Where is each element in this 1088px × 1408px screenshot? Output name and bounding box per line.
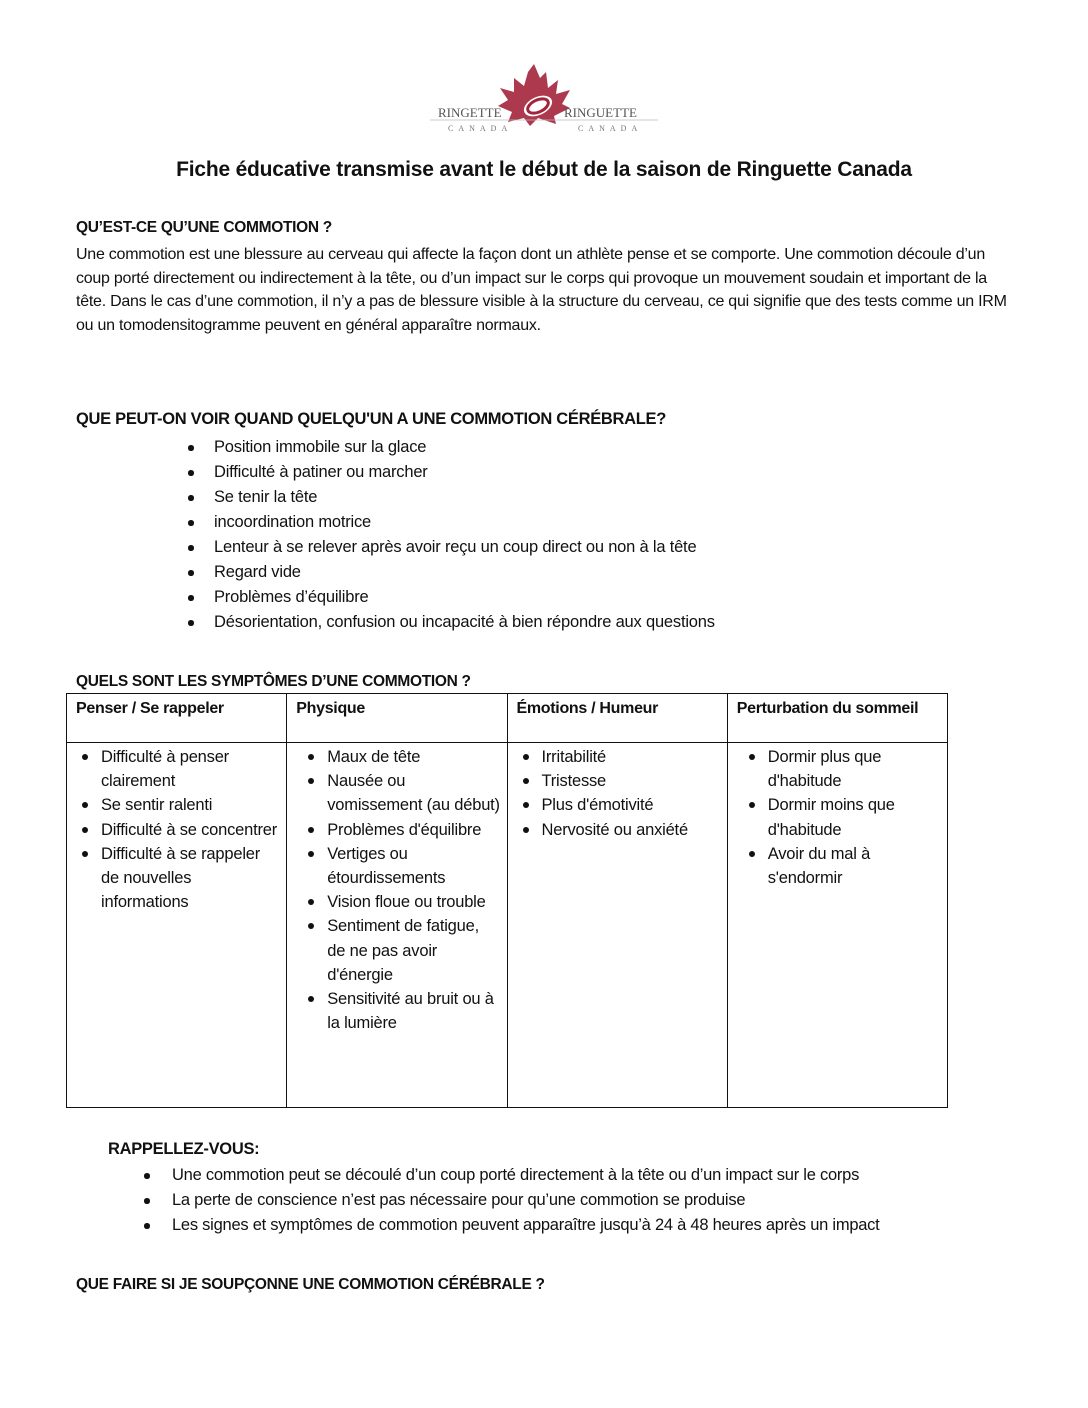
list-item: Tristesse: [518, 769, 721, 793]
section-heading-signs: QUE PEUT-ON VOIR QUAND QUELQU'UN A UNE COMMOTION CÉRÉBRALE?: [76, 410, 667, 428]
logo-left-sub: CANADA: [448, 124, 513, 133]
list-item: Dormir plus que d'habitude: [738, 745, 941, 793]
list-item: Se tenir la tête: [188, 485, 715, 510]
list-item: Sentiment de fatigue, de ne pas avoir d'énergie: [297, 914, 500, 987]
list-item: Avoir du mal à s'endormir: [738, 842, 941, 890]
signs-list: [188, 435, 715, 635]
list-item: Nausée ou vomissement (au début): [297, 769, 500, 817]
column-header-physical: Physique: [287, 694, 507, 743]
list-item: Dormir moins que d'habitude: [738, 793, 941, 841]
list-item: Vertiges ou étourdissements: [297, 842, 500, 890]
section-heading-what-to-do: QUE FAIRE SI JE SOUPÇONNE UNE COMMOTION CÉRÉBRALE ?: [76, 1276, 545, 1293]
table-cell-physical: [287, 743, 507, 1108]
list-item: Problèmes d’équilibre: [188, 585, 715, 610]
list-item: Nervosité ou anxiété: [518, 818, 721, 842]
list-item: Maux de tête: [297, 745, 500, 769]
maple-leaf-ringette-icon: [430, 60, 658, 140]
document-title: Fiche éducative transmise avant le début de la saison de Ringuette Canada: [176, 158, 912, 181]
list-item: Les signes et symptômes de commotion peuvent apparaître jusqu’à 24 à 48 heures après un impact: [144, 1213, 880, 1238]
symptoms-table: [66, 693, 948, 1108]
list-item: Plus d'émotivité: [518, 793, 721, 817]
list-item: Lenteur à se relever après avoir reçu un coup direct ou non à la tête: [188, 535, 715, 560]
logo-left-text: RINGETTE: [438, 105, 502, 120]
list-item: La perte de conscience n’est pas nécessaire pour qu’une commotion se produise: [144, 1188, 880, 1213]
section-heading-symptoms: QUELS SONT LES SYMPTÔMES D’UNE COMMOTION ?: [76, 673, 471, 690]
definition-paragraph: Une commotion est une blessure au cerveau qui affecte la façon dont un athlète pense et se comporte. Une commotion découle d’un coup porté directement ou indirectement à la tête, ou d’un impact sur le corps qui provoque un mouvement soudain et important de la tête. Dans le cas d’une commotion, il n’y a pas de blessure visible à la structure du cerveau, ce qui signifie que des tests comme un IRM ou un tomodensitogramme peuvent en général apparaître normaux.: [76, 246, 1007, 334]
column-header-sleep: Perturbation du sommeil: [727, 694, 947, 743]
list-item: Désorientation, confusion ou incapacité à bien répondre aux questions: [188, 610, 715, 635]
column-header-thinking: Penser / Se rappeler: [67, 694, 287, 743]
list-item: Difficulté à patiner ou marcher: [188, 460, 715, 485]
section-heading-remember: RAPPELLEZ-VOUS:: [108, 1140, 260, 1158]
list-item: Difficulté à se rappeler de nouvelles informations: [77, 842, 280, 915]
table-cell-thinking: [67, 743, 287, 1108]
list-item: Regard vide: [188, 560, 715, 585]
list-item: Une commotion peut se découlé d’un coup porté directement à la tête ou d’un impact sur le corps: [144, 1163, 880, 1188]
list-item: Position immobile sur la glace: [188, 435, 715, 460]
list-item: Sensitivité au bruit ou à la lumière: [297, 987, 500, 1035]
section-heading-what-is: QU’EST-CE QU’UNE COMMOTION ?: [76, 219, 332, 236]
column-header-emotions: Émotions / Humeur: [507, 694, 727, 743]
logo-right-text: RINGUETTE: [564, 105, 637, 120]
list-item: incoordination motrice: [188, 510, 715, 535]
list-item: Se sentir ralenti: [77, 793, 280, 817]
list-item: Difficulté à penser clairement: [77, 745, 280, 793]
table-cell-emotions: [507, 743, 727, 1108]
logo-right-sub: CANADA: [578, 124, 643, 133]
list-item: Problèmes d'équilibre: [297, 818, 500, 842]
table-cell-sleep: [727, 743, 947, 1108]
table-row: [67, 743, 948, 1108]
list-item: Vision floue ou trouble: [297, 890, 500, 914]
list-item: Difficulté à se concentrer: [77, 818, 280, 842]
ringette-canada-logo: [430, 60, 658, 140]
remember-list: [144, 1163, 880, 1238]
list-item: Irritabilité: [518, 745, 721, 769]
